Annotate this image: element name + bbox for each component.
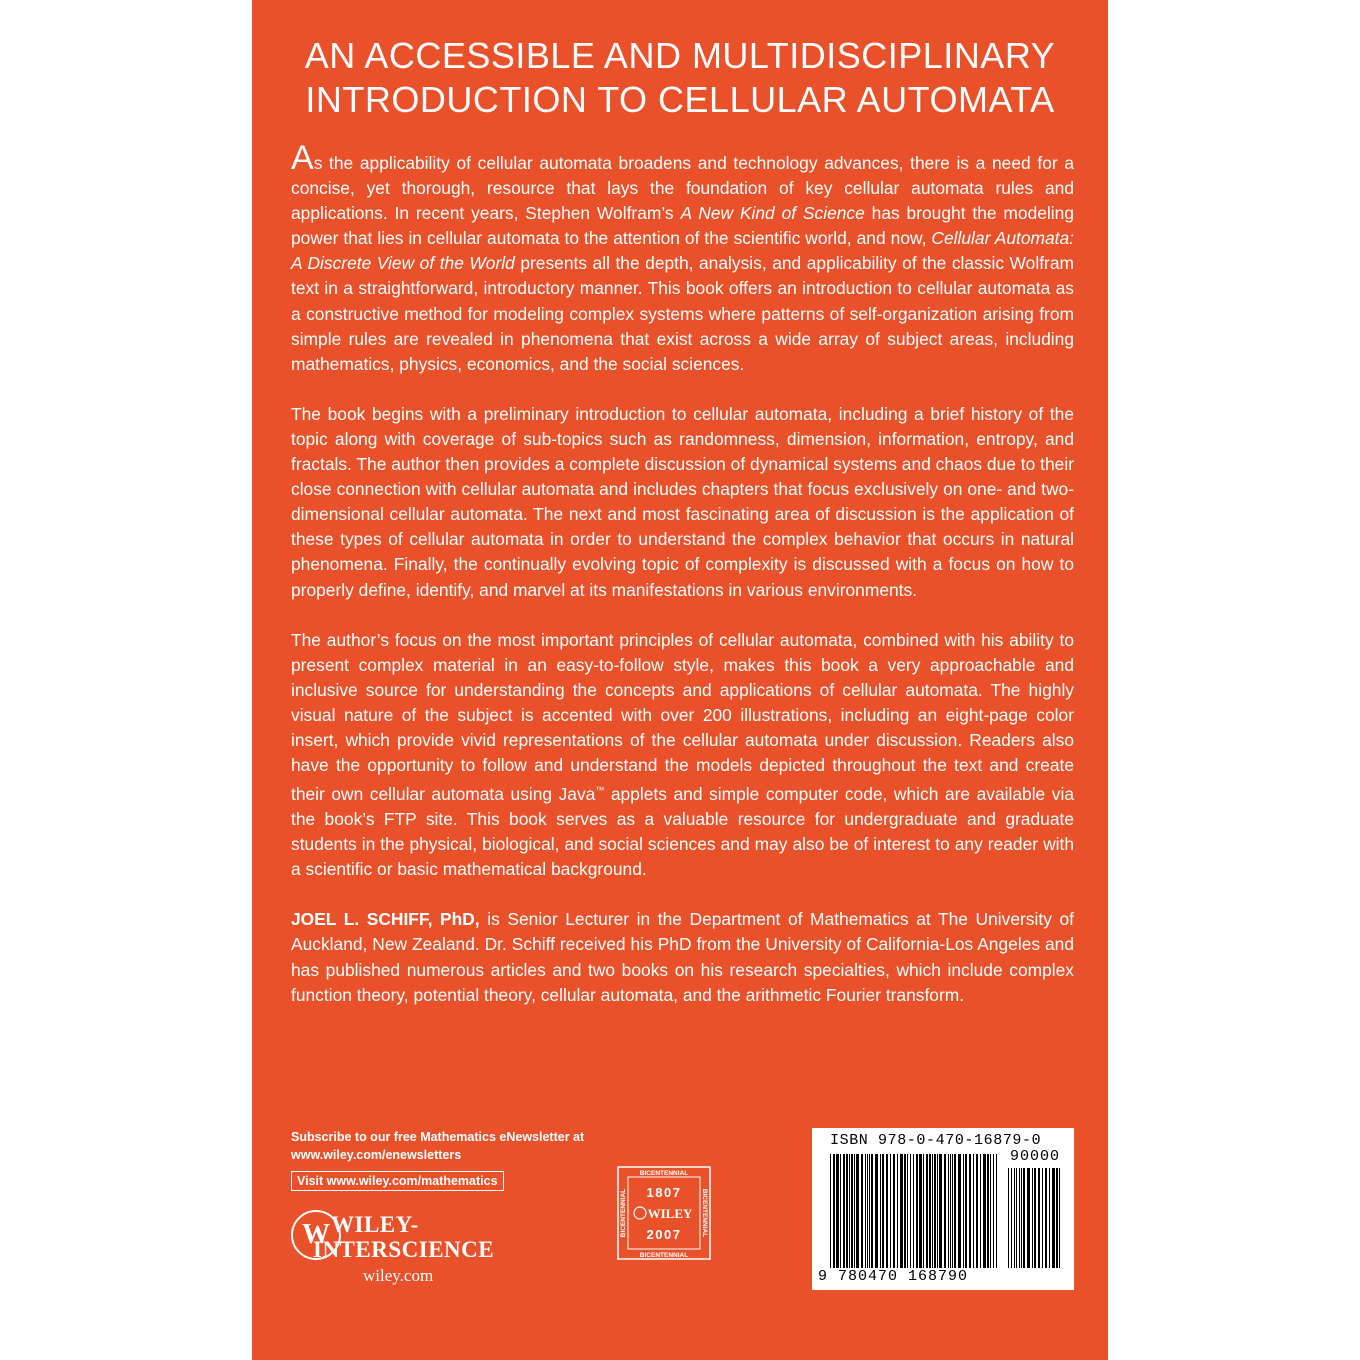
barcode-bar (932, 1154, 933, 1268)
trademark-symbol: ™ (595, 785, 605, 796)
barcode-bar (1049, 1168, 1050, 1268)
barcode-bar (830, 1154, 831, 1268)
barcode-bar (854, 1154, 855, 1268)
seal-year-start: 1807 (646, 1185, 682, 1200)
barcode-bar (869, 1154, 870, 1268)
seal-word-top: BICENTENNIAL (639, 1170, 689, 1177)
barcode-bar (963, 1154, 964, 1268)
barcode-bar (861, 1154, 863, 1268)
blurb-paragraph-3 (291, 628, 1074, 883)
author-name: JOEL L. SCHIFF, PhD, (291, 909, 480, 930)
barcode-bar (867, 1154, 868, 1268)
para3-text-1: The author’s focus on the most important principles of cellular automata, combined with his ability to present complex material in an easy-to-follow style, makes this book a very approachable and inclusive source for understanding the concepts and applications of cellular automata. The highly visual nature of the subject is accented with over 200 illustrations, including an eight-page color insert, which provide vivid representations of the cellular automata under discussion. Readers also have the opportunity to follow and understand the models depicted throughout the text and create their own cellular automata using Java (291, 629, 1074, 804)
barcode-bar (939, 1154, 942, 1268)
book-title-ca: Cellular Automata: A Discrete View of the World (291, 228, 1074, 274)
barcode-bar (897, 1154, 898, 1268)
barcode-bar (937, 1154, 938, 1268)
seal-word-right: BICENTENNIAL (701, 1188, 708, 1238)
barcode-bar (1011, 1168, 1012, 1268)
barcode-bar (976, 1154, 978, 1268)
book-title-nks: A New Kind of Science (680, 203, 865, 224)
barcode-bar (886, 1154, 888, 1268)
barcode-bar (954, 1154, 956, 1268)
barcode-bar (865, 1154, 866, 1268)
barcode-bar (990, 1154, 991, 1268)
barcode-bar (856, 1154, 859, 1268)
back-cover (252, 0, 1108, 1360)
visit-link[interactable]: Visit www.wiley.com/mathematics (291, 1171, 504, 1191)
barcode-bar (980, 1154, 981, 1268)
barcode-bar (890, 1154, 891, 1268)
barcode-bar (983, 1154, 986, 1268)
wiley-monogram-icon: W (291, 1210, 341, 1260)
headline-line-1: AN ACCESSIBLE AND MULTIDISCIPLINARY (304, 35, 1056, 76)
barcode-bar (851, 1154, 853, 1268)
barcode-bar (965, 1154, 967, 1268)
newsletter-link[interactable]: www.wiley.com/enewsletters (291, 1148, 462, 1162)
blurb (291, 139, 1074, 1033)
barcode-bar (836, 1154, 839, 1268)
barcode-bar (843, 1154, 845, 1268)
seal-brand: WILEY (647, 1206, 693, 1221)
wiley-interscience-logo (291, 1210, 531, 1290)
blurb-paragraph-2: The book begins with a preliminary introduction to cellular automata, including a brief history of the topic along with coverage of sub-topics such as randomness, dimension, information, entropy, and fractals. The author then provides a complete discussion of dynamical systems and chaos due to their close connection with cellular automata and includes chapters that focus exclusively on one- and two-dimensional cellular automata. The next and most fascinating area of discussion is the application of these types of cellular automata in order to understand the complex behavior that occurs in natural phenomena. Finally, the continually evolving topic of complexity is discussed with a focus on how to properly define, identify, and marvel at its manifestations in various environments. (291, 403, 1074, 600)
barcode-bar (1052, 1168, 1055, 1268)
barcode-bar (846, 1154, 848, 1268)
seal-word-bottom: BICENTENNIAL (639, 1252, 689, 1259)
barcode-bar (1019, 1168, 1020, 1268)
logo-interscience-text: INTERSCIENCE (313, 1237, 495, 1262)
para1-text-3: presents all the depth, analysis, and applicability of the classic Wolfram text in a straightforward, introductory manner. This book offers an introduction to cellular automata as a constructive method for modeling complex systems where patterns of self-organization arising from simple rules are revealed in phenomena that exist across a wide array of subject areas, including mathematics, physics, economics, and the social sciences. (291, 253, 1074, 374)
barcode-bar (929, 1154, 931, 1268)
barcode-bar (1032, 1168, 1033, 1268)
barcode-bar (923, 1154, 924, 1268)
barcode-bar (1008, 1168, 1009, 1268)
para3-text-2: applets and simple computer code, which are available via the book’s FTP site. This book serves as a valuable resource for undergraduate and graduate students in the physical, biological, and social sciences and may also be of interest to any reader with a scientific or basic mathematical background. (291, 783, 1074, 880)
barcode-bar (1014, 1168, 1015, 1268)
isbn-number: ISBN 978-0-470-16879-0 (830, 1132, 1042, 1149)
barcode-bar (913, 1154, 914, 1268)
barcode-bar (987, 1154, 989, 1268)
barcode-bar (1027, 1168, 1030, 1268)
barcode-bar (907, 1154, 908, 1268)
barcode-area (812, 1128, 1074, 1290)
barcode-bar (882, 1154, 884, 1268)
barcode-bar (926, 1154, 928, 1268)
barcode-bar (1038, 1168, 1040, 1268)
barcode-bar (958, 1154, 961, 1268)
barcode-bar (969, 1154, 971, 1268)
barcode-bar (875, 1154, 878, 1268)
barcode-bar (948, 1154, 949, 1268)
para1-text-1: s the applicability of cellular automata broadens and technology advances, there is a need for a concise, yet thorough, resource that lays the foundation of key cellular automata rules and applications. In recent years, Stephen Wolfram’s (291, 153, 1074, 224)
barcode-bar (900, 1154, 903, 1268)
newsletter-note (291, 1128, 611, 1164)
barcode-bar (973, 1154, 974, 1268)
barcode-bar (916, 1154, 918, 1268)
barcode-bar (880, 1154, 881, 1268)
newsletter-line-1: Subscribe to our free Mathematics eNewsletter at (291, 1130, 585, 1144)
blurb-paragraph-1 (291, 139, 1074, 377)
barcode-bar (840, 1154, 841, 1268)
headline-line-2: INTRODUCTION TO CELLULAR AUTOMATA (305, 79, 1055, 120)
barcode-bar (893, 1154, 895, 1268)
seal-monogram-icon (634, 1207, 646, 1219)
barcode-bar (919, 1154, 922, 1268)
barcode-bar (1045, 1168, 1047, 1268)
barcode-bar (1034, 1168, 1036, 1268)
para1-text-2: has brought the modeling power that lies in cellular automata to the attention of the scientific world, and now, (291, 203, 1074, 249)
barcode-bar (996, 1154, 997, 1268)
author-bio (291, 907, 1074, 1007)
drop-cap: A (291, 139, 314, 177)
cover-headline (252, 34, 1108, 122)
barcode-bar (1059, 1168, 1060, 1268)
barcode-bar (904, 1154, 906, 1268)
seal-word-left: BICENTENNIAL (620, 1188, 627, 1238)
bicentennial-seal (616, 1165, 712, 1261)
barcode-bar (833, 1154, 835, 1268)
barcode-bar (952, 1154, 953, 1268)
ean-digits: 9 780470 168790 (818, 1268, 969, 1285)
barcode-bar (1021, 1168, 1022, 1268)
barcode-bar (1016, 1168, 1017, 1268)
logo-url[interactable]: wiley.com (363, 1266, 434, 1285)
barcode-bar (910, 1154, 911, 1268)
logo-wiley-text: WILEY- (331, 1212, 419, 1237)
barcode-bar (944, 1154, 946, 1268)
barcode-bar (934, 1154, 936, 1268)
barcode-bar (849, 1154, 850, 1268)
author-bio-text: is Senior Lecturer in the Department of Mathematics at The University of Auckland, New Zealand. Dr. Schiff received his PhD from the University of California-Los Angeles and has published numerous articles and two books on his research specialties, which include complex function theory, potential theory, cellular automata, and the arithmetic Fourier transform. (291, 909, 1074, 1005)
barcode-bar (871, 1154, 873, 1268)
barcode-bar (1056, 1168, 1058, 1268)
barcode-bar (1023, 1168, 1025, 1268)
seal-year-end: 2007 (646, 1227, 682, 1242)
barcode-bar (950, 1154, 951, 1268)
barcode-bar (993, 1154, 994, 1268)
price-code: 90000 (1010, 1148, 1061, 1165)
barcode-bar (1042, 1168, 1043, 1268)
